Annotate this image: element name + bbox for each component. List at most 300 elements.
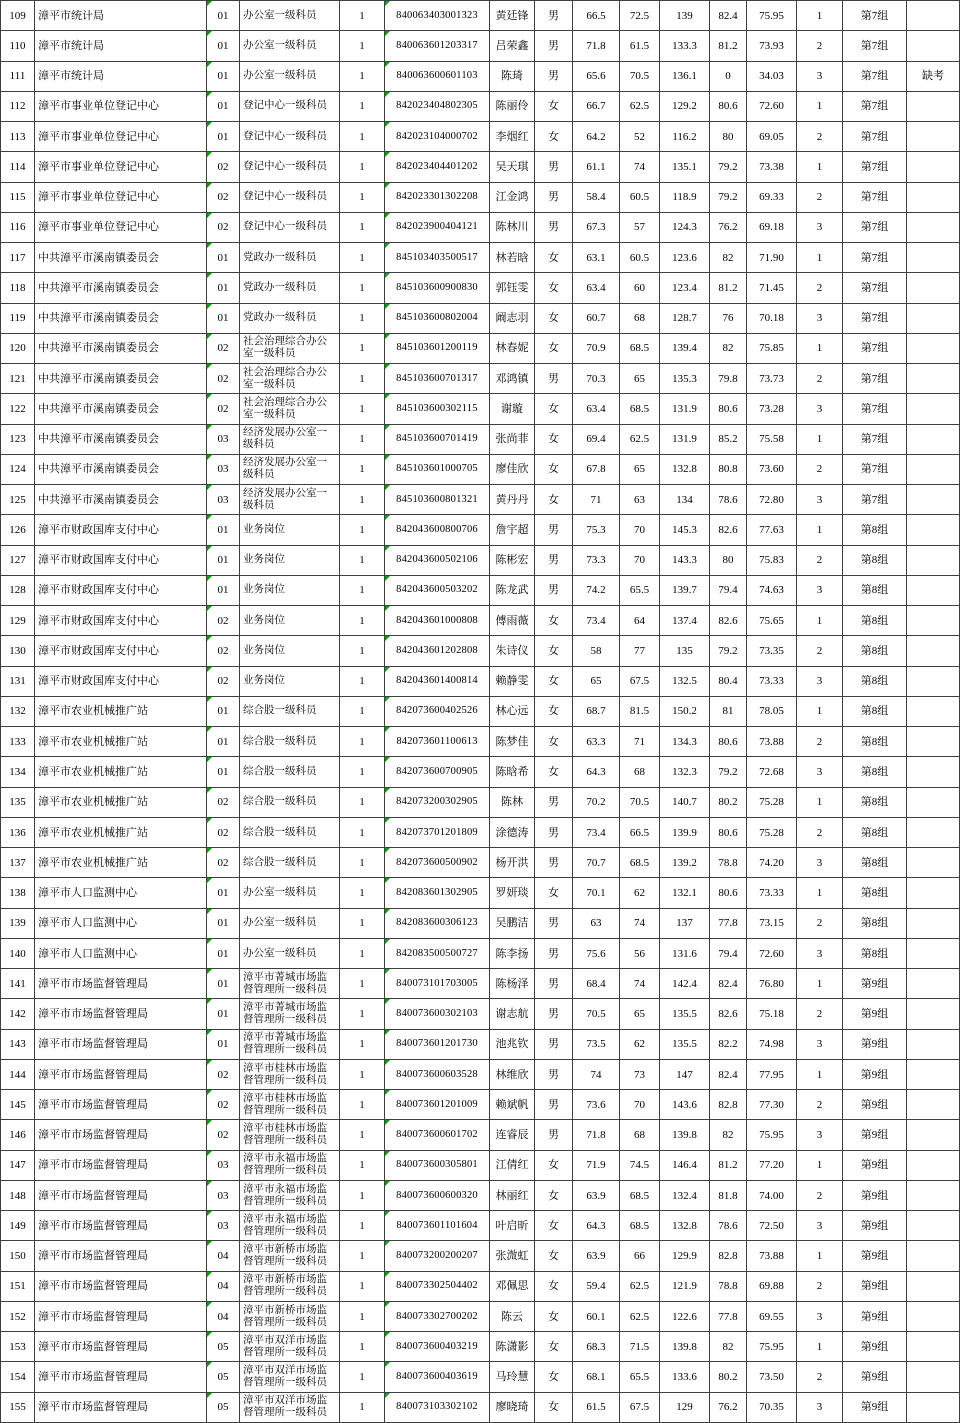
cell-remark[interactable]	[907, 1272, 960, 1302]
cell-written-score-1[interactable]	[573, 818, 620, 848]
cell-rank[interactable]	[797, 1393, 843, 1423]
cell-written-total[interactable]	[660, 1241, 710, 1271]
cell-recruit-count[interactable]	[340, 1362, 385, 1392]
cell-recruit-count[interactable]	[340, 1, 385, 31]
cell-remark[interactable]	[907, 213, 960, 243]
cell-written-total[interactable]	[660, 788, 710, 818]
cell-group[interactable]	[843, 848, 907, 878]
cell-final-score[interactable]	[747, 122, 797, 152]
cell-position-name[interactable]	[240, 788, 340, 818]
cell-exam-id[interactable]	[385, 1211, 490, 1241]
cell-interview-score[interactable]	[710, 122, 747, 152]
cell-candidate-name[interactable]	[490, 122, 535, 152]
cell-final-score[interactable]	[747, 183, 797, 213]
cell-group[interactable]	[843, 455, 907, 485]
cell-candidate-name[interactable]	[490, 818, 535, 848]
cell-final-score[interactable]	[747, 1241, 797, 1271]
cell-written-score-1[interactable]	[573, 485, 620, 515]
cell-position-name[interactable]	[240, 667, 340, 697]
cell-written-score-1[interactable]	[573, 1211, 620, 1241]
cell-exam-id[interactable]	[385, 273, 490, 303]
cell-row-number[interactable]	[1, 304, 35, 334]
cell-group[interactable]	[843, 1302, 907, 1332]
cell-written-total[interactable]	[660, 152, 710, 182]
cell-written-score-2[interactable]	[620, 1181, 660, 1211]
cell-interview-score[interactable]	[710, 757, 747, 787]
cell-interview-score[interactable]	[710, 636, 747, 666]
cell-exam-id[interactable]	[385, 1030, 490, 1060]
cell-written-score-2[interactable]	[620, 546, 660, 576]
cell-written-score-1[interactable]	[573, 1, 620, 31]
cell-written-score-2[interactable]	[620, 304, 660, 334]
cell-final-score[interactable]	[747, 697, 797, 727]
cell-written-score-2[interactable]	[620, 788, 660, 818]
cell-written-score-2[interactable]	[620, 455, 660, 485]
cell-remark[interactable]	[907, 1332, 960, 1362]
cell-exam-id[interactable]	[385, 1302, 490, 1332]
cell-interview-score[interactable]	[710, 576, 747, 606]
cell-row-number[interactable]	[1, 697, 35, 727]
cell-final-score[interactable]	[747, 939, 797, 969]
cell-position-name[interactable]	[240, 939, 340, 969]
cell-group[interactable]	[843, 1, 907, 31]
cell-written-total[interactable]	[660, 1211, 710, 1241]
cell-final-score[interactable]	[747, 909, 797, 939]
cell-rank[interactable]	[797, 92, 843, 122]
cell-position-name[interactable]	[240, 1332, 340, 1362]
cell-group[interactable]	[843, 697, 907, 727]
cell-gender[interactable]	[535, 1211, 573, 1241]
cell-written-score-1[interactable]	[573, 152, 620, 182]
cell-unit-name[interactable]	[35, 1030, 207, 1060]
cell-written-score-1[interactable]	[573, 636, 620, 666]
cell-remark[interactable]	[907, 62, 960, 92]
cell-written-score-1[interactable]	[573, 122, 620, 152]
cell-written-score-2[interactable]	[620, 576, 660, 606]
cell-written-total[interactable]	[660, 1302, 710, 1332]
cell-written-score-1[interactable]	[573, 273, 620, 303]
cell-written-score-2[interactable]	[620, 757, 660, 787]
cell-remark[interactable]	[907, 31, 960, 61]
cell-rank[interactable]	[797, 485, 843, 515]
cell-candidate-name[interactable]	[490, 848, 535, 878]
cell-gender[interactable]	[535, 757, 573, 787]
cell-position-code[interactable]	[207, 1362, 240, 1392]
cell-written-total[interactable]	[660, 1120, 710, 1150]
cell-remark[interactable]	[907, 576, 960, 606]
cell-candidate-name[interactable]	[490, 1332, 535, 1362]
cell-group[interactable]	[843, 1060, 907, 1090]
cell-remark[interactable]	[907, 1120, 960, 1150]
cell-written-total[interactable]	[660, 1151, 710, 1181]
cell-final-score[interactable]	[747, 636, 797, 666]
cell-row-number[interactable]	[1, 92, 35, 122]
cell-gender[interactable]	[535, 122, 573, 152]
cell-rank[interactable]	[797, 213, 843, 243]
cell-position-code[interactable]	[207, 1120, 240, 1150]
cell-candidate-name[interactable]	[490, 999, 535, 1029]
cell-gender[interactable]	[535, 606, 573, 636]
cell-interview-score[interactable]	[710, 425, 747, 455]
cell-position-code[interactable]	[207, 939, 240, 969]
cell-final-score[interactable]	[747, 394, 797, 424]
cell-recruit-count[interactable]	[340, 999, 385, 1029]
cell-written-total[interactable]	[660, 667, 710, 697]
cell-gender[interactable]	[535, 394, 573, 424]
cell-rank[interactable]	[797, 455, 843, 485]
cell-recruit-count[interactable]	[340, 546, 385, 576]
cell-position-name[interactable]	[240, 969, 340, 999]
cell-written-score-1[interactable]	[573, 878, 620, 908]
cell-group[interactable]	[843, 1362, 907, 1392]
cell-group[interactable]	[843, 364, 907, 394]
cell-written-total[interactable]	[660, 122, 710, 152]
cell-unit-name[interactable]	[35, 243, 207, 273]
cell-written-score-2[interactable]	[620, 1332, 660, 1362]
cell-written-score-2[interactable]	[620, 878, 660, 908]
cell-written-total[interactable]	[660, 425, 710, 455]
cell-candidate-name[interactable]	[490, 1, 535, 31]
cell-exam-id[interactable]	[385, 546, 490, 576]
cell-position-code[interactable]	[207, 31, 240, 61]
cell-recruit-count[interactable]	[340, 757, 385, 787]
cell-candidate-name[interactable]	[490, 636, 535, 666]
cell-written-score-1[interactable]	[573, 1030, 620, 1060]
cell-unit-name[interactable]	[35, 1362, 207, 1392]
cell-written-score-1[interactable]	[573, 455, 620, 485]
cell-final-score[interactable]	[747, 334, 797, 364]
cell-position-code[interactable]	[207, 1181, 240, 1211]
cell-written-score-2[interactable]	[620, 697, 660, 727]
cell-position-code[interactable]	[207, 122, 240, 152]
cell-position-name[interactable]	[240, 1393, 340, 1423]
cell-group[interactable]	[843, 909, 907, 939]
cell-final-score[interactable]	[747, 1272, 797, 1302]
cell-exam-id[interactable]	[385, 455, 490, 485]
cell-written-total[interactable]	[660, 727, 710, 757]
cell-rank[interactable]	[797, 1211, 843, 1241]
cell-group[interactable]	[843, 485, 907, 515]
cell-position-name[interactable]	[240, 92, 340, 122]
cell-position-code[interactable]	[207, 1393, 240, 1423]
cell-final-score[interactable]	[747, 727, 797, 757]
cell-final-score[interactable]	[747, 1362, 797, 1392]
cell-position-name[interactable]	[240, 999, 340, 1029]
cell-written-total[interactable]	[660, 999, 710, 1029]
cell-final-score[interactable]	[747, 1332, 797, 1362]
cell-gender[interactable]	[535, 636, 573, 666]
cell-group[interactable]	[843, 515, 907, 545]
cell-row-number[interactable]	[1, 1302, 35, 1332]
cell-remark[interactable]	[907, 1030, 960, 1060]
cell-group[interactable]	[843, 1090, 907, 1120]
cell-candidate-name[interactable]	[490, 183, 535, 213]
cell-exam-id[interactable]	[385, 909, 490, 939]
cell-position-code[interactable]	[207, 304, 240, 334]
cell-recruit-count[interactable]	[340, 1302, 385, 1332]
cell-rank[interactable]	[797, 152, 843, 182]
cell-group[interactable]	[843, 636, 907, 666]
cell-written-score-1[interactable]	[573, 848, 620, 878]
cell-interview-score[interactable]	[710, 1241, 747, 1271]
cell-written-score-2[interactable]	[620, 606, 660, 636]
cell-position-code[interactable]	[207, 697, 240, 727]
cell-row-number[interactable]	[1, 636, 35, 666]
cell-recruit-count[interactable]	[340, 304, 385, 334]
cell-rank[interactable]	[797, 1090, 843, 1120]
cell-group[interactable]	[843, 31, 907, 61]
cell-gender[interactable]	[535, 1060, 573, 1090]
cell-candidate-name[interactable]	[490, 697, 535, 727]
cell-final-score[interactable]	[747, 485, 797, 515]
cell-exam-id[interactable]	[385, 394, 490, 424]
cell-exam-id[interactable]	[385, 122, 490, 152]
cell-interview-score[interactable]	[710, 31, 747, 61]
cell-position-name[interactable]	[240, 1241, 340, 1271]
cell-rank[interactable]	[797, 183, 843, 213]
cell-written-score-2[interactable]	[620, 183, 660, 213]
cell-unit-name[interactable]	[35, 757, 207, 787]
cell-rank[interactable]	[797, 1151, 843, 1181]
cell-written-total[interactable]	[660, 848, 710, 878]
cell-rank[interactable]	[797, 31, 843, 61]
cell-remark[interactable]	[907, 788, 960, 818]
cell-exam-id[interactable]	[385, 1090, 490, 1120]
cell-position-name[interactable]	[240, 576, 340, 606]
cell-row-number[interactable]	[1, 1332, 35, 1362]
cell-interview-score[interactable]	[710, 999, 747, 1029]
cell-position-code[interactable]	[207, 848, 240, 878]
cell-written-score-2[interactable]	[620, 515, 660, 545]
cell-position-name[interactable]	[240, 62, 340, 92]
cell-position-code[interactable]	[207, 243, 240, 273]
cell-final-score[interactable]	[747, 1393, 797, 1423]
cell-recruit-count[interactable]	[340, 848, 385, 878]
cell-group[interactable]	[843, 788, 907, 818]
cell-final-score[interactable]	[747, 818, 797, 848]
cell-group[interactable]	[843, 1211, 907, 1241]
cell-recruit-count[interactable]	[340, 818, 385, 848]
cell-gender[interactable]	[535, 1393, 573, 1423]
cell-group[interactable]	[843, 576, 907, 606]
cell-position-code[interactable]	[207, 485, 240, 515]
cell-exam-id[interactable]	[385, 1332, 490, 1362]
cell-written-score-1[interactable]	[573, 727, 620, 757]
cell-written-score-1[interactable]	[573, 364, 620, 394]
cell-interview-score[interactable]	[710, 788, 747, 818]
cell-rank[interactable]	[797, 304, 843, 334]
cell-exam-id[interactable]	[385, 31, 490, 61]
cell-remark[interactable]	[907, 636, 960, 666]
cell-interview-score[interactable]	[710, 1, 747, 31]
cell-written-score-2[interactable]	[620, 213, 660, 243]
cell-written-score-2[interactable]	[620, 1362, 660, 1392]
cell-written-score-2[interactable]	[620, 818, 660, 848]
cell-group[interactable]	[843, 818, 907, 848]
cell-written-total[interactable]	[660, 878, 710, 908]
cell-final-score[interactable]	[747, 243, 797, 273]
cell-interview-score[interactable]	[710, 1151, 747, 1181]
cell-written-total[interactable]	[660, 636, 710, 666]
cell-recruit-count[interactable]	[340, 31, 385, 61]
cell-exam-id[interactable]	[385, 939, 490, 969]
cell-written-total[interactable]	[660, 909, 710, 939]
cell-rank[interactable]	[797, 394, 843, 424]
cell-exam-id[interactable]	[385, 515, 490, 545]
cell-recruit-count[interactable]	[340, 1151, 385, 1181]
cell-rank[interactable]	[797, 1241, 843, 1271]
cell-exam-id[interactable]	[385, 788, 490, 818]
cell-position-code[interactable]	[207, 576, 240, 606]
cell-recruit-count[interactable]	[340, 183, 385, 213]
cell-remark[interactable]	[907, 455, 960, 485]
cell-interview-score[interactable]	[710, 364, 747, 394]
cell-interview-score[interactable]	[710, 183, 747, 213]
cell-written-total[interactable]	[660, 92, 710, 122]
cell-recruit-count[interactable]	[340, 667, 385, 697]
cell-written-total[interactable]	[660, 939, 710, 969]
cell-remark[interactable]	[907, 909, 960, 939]
cell-final-score[interactable]	[747, 1090, 797, 1120]
cell-exam-id[interactable]	[385, 1362, 490, 1392]
cell-position-name[interactable]	[240, 1362, 340, 1392]
cell-written-total[interactable]	[660, 1362, 710, 1392]
cell-interview-score[interactable]	[710, 304, 747, 334]
cell-exam-id[interactable]	[385, 1151, 490, 1181]
cell-group[interactable]	[843, 606, 907, 636]
cell-gender[interactable]	[535, 1120, 573, 1150]
cell-rank[interactable]	[797, 636, 843, 666]
cell-candidate-name[interactable]	[490, 243, 535, 273]
cell-written-score-1[interactable]	[573, 1060, 620, 1090]
cell-group[interactable]	[843, 546, 907, 576]
cell-interview-score[interactable]	[710, 1272, 747, 1302]
cell-final-score[interactable]	[747, 848, 797, 878]
cell-unit-name[interactable]	[35, 1393, 207, 1423]
cell-position-code[interactable]	[207, 788, 240, 818]
cell-rank[interactable]	[797, 1332, 843, 1362]
cell-written-score-2[interactable]	[620, 939, 660, 969]
cell-remark[interactable]	[907, 304, 960, 334]
cell-recruit-count[interactable]	[340, 1241, 385, 1271]
cell-exam-id[interactable]	[385, 697, 490, 727]
cell-position-name[interactable]	[240, 31, 340, 61]
cell-candidate-name[interactable]	[490, 969, 535, 999]
cell-remark[interactable]	[907, 1181, 960, 1211]
cell-written-total[interactable]	[660, 31, 710, 61]
cell-exam-id[interactable]	[385, 636, 490, 666]
cell-gender[interactable]	[535, 1030, 573, 1060]
cell-written-total[interactable]	[660, 1393, 710, 1423]
cell-remark[interactable]	[907, 667, 960, 697]
cell-interview-score[interactable]	[710, 485, 747, 515]
cell-written-total[interactable]	[660, 455, 710, 485]
cell-remark[interactable]	[907, 183, 960, 213]
cell-rank[interactable]	[797, 243, 843, 273]
cell-written-score-1[interactable]	[573, 1302, 620, 1332]
cell-written-score-1[interactable]	[573, 697, 620, 727]
cell-interview-score[interactable]	[710, 243, 747, 273]
cell-exam-id[interactable]	[385, 1, 490, 31]
cell-candidate-name[interactable]	[490, 364, 535, 394]
cell-remark[interactable]	[907, 243, 960, 273]
cell-gender[interactable]	[535, 818, 573, 848]
cell-position-code[interactable]	[207, 334, 240, 364]
cell-position-code[interactable]	[207, 1, 240, 31]
cell-written-score-2[interactable]	[620, 909, 660, 939]
cell-interview-score[interactable]	[710, 1181, 747, 1211]
cell-interview-score[interactable]	[710, 455, 747, 485]
cell-written-score-1[interactable]	[573, 939, 620, 969]
cell-exam-id[interactable]	[385, 878, 490, 908]
cell-final-score[interactable]	[747, 1211, 797, 1241]
cell-written-score-2[interactable]	[620, 848, 660, 878]
cell-written-score-2[interactable]	[620, 1120, 660, 1150]
cell-row-number[interactable]	[1, 969, 35, 999]
cell-position-code[interactable]	[207, 757, 240, 787]
cell-interview-score[interactable]	[710, 1120, 747, 1150]
cell-rank[interactable]	[797, 334, 843, 364]
cell-unit-name[interactable]	[35, 1241, 207, 1271]
cell-row-number[interactable]	[1, 152, 35, 182]
cell-recruit-count[interactable]	[340, 243, 385, 273]
cell-unit-name[interactable]	[35, 636, 207, 666]
cell-gender[interactable]	[535, 939, 573, 969]
cell-written-score-1[interactable]	[573, 909, 620, 939]
cell-row-number[interactable]	[1, 939, 35, 969]
cell-final-score[interactable]	[747, 576, 797, 606]
cell-final-score[interactable]	[747, 878, 797, 908]
cell-written-score-2[interactable]	[620, 969, 660, 999]
cell-unit-name[interactable]	[35, 878, 207, 908]
cell-rank[interactable]	[797, 425, 843, 455]
cell-position-code[interactable]	[207, 394, 240, 424]
cell-written-total[interactable]	[660, 304, 710, 334]
cell-written-score-1[interactable]	[573, 1181, 620, 1211]
cell-position-name[interactable]	[240, 848, 340, 878]
cell-written-score-2[interactable]	[620, 334, 660, 364]
cell-position-name[interactable]	[240, 818, 340, 848]
cell-unit-name[interactable]	[35, 848, 207, 878]
cell-rank[interactable]	[797, 969, 843, 999]
cell-exam-id[interactable]	[385, 606, 490, 636]
cell-interview-score[interactable]	[710, 697, 747, 727]
cell-recruit-count[interactable]	[340, 1393, 385, 1423]
cell-written-score-2[interactable]	[620, 1302, 660, 1332]
cell-interview-score[interactable]	[710, 1393, 747, 1423]
cell-written-score-1[interactable]	[573, 788, 620, 818]
cell-recruit-count[interactable]	[340, 1181, 385, 1211]
cell-remark[interactable]	[907, 273, 960, 303]
cell-rank[interactable]	[797, 122, 843, 152]
cell-final-score[interactable]	[747, 546, 797, 576]
cell-rank[interactable]	[797, 848, 843, 878]
cell-position-code[interactable]	[207, 909, 240, 939]
cell-position-name[interactable]	[240, 213, 340, 243]
cell-candidate-name[interactable]	[490, 1393, 535, 1423]
cell-written-score-2[interactable]	[620, 273, 660, 303]
cell-remark[interactable]	[907, 697, 960, 727]
cell-gender[interactable]	[535, 727, 573, 757]
cell-remark[interactable]	[907, 606, 960, 636]
cell-unit-name[interactable]	[35, 394, 207, 424]
cell-position-name[interactable]	[240, 727, 340, 757]
cell-row-number[interactable]	[1, 999, 35, 1029]
cell-written-score-1[interactable]	[573, 62, 620, 92]
cell-written-total[interactable]	[660, 515, 710, 545]
cell-written-total[interactable]	[660, 243, 710, 273]
cell-exam-id[interactable]	[385, 183, 490, 213]
